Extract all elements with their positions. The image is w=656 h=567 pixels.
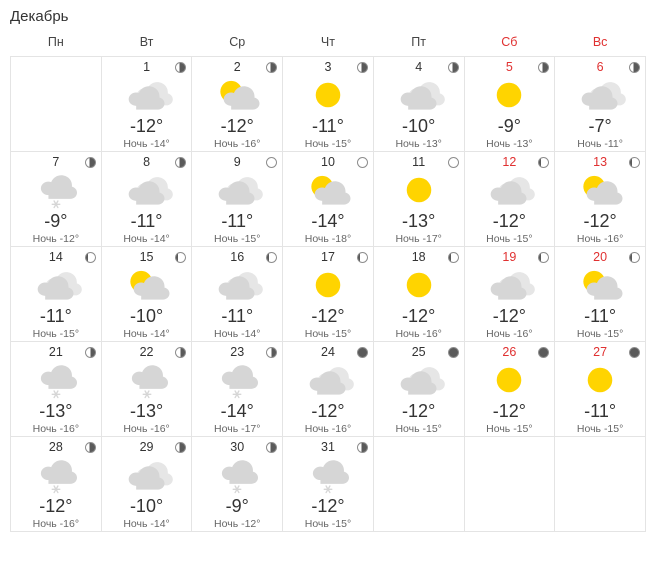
weather-icon-wrap — [469, 170, 551, 210]
day-temperature: -12° — [311, 306, 345, 326]
day-cell-inner — [465, 57, 555, 151]
sunny-icon — [486, 75, 532, 115]
weather-icon-wrap — [469, 360, 551, 400]
day-number: 17 — [321, 250, 335, 264]
night-temperature: Ночь -16° — [395, 328, 442, 340]
calendar-cell-empty — [373, 437, 464, 532]
full-moon-icon — [448, 157, 459, 168]
weekday-header-6: Вс — [592, 35, 608, 49]
weekday-header-0: Пн — [47, 35, 64, 49]
weather-icon-wrap — [378, 360, 460, 400]
night-temperature: Ночь -14° — [123, 233, 170, 245]
day-number: 10 — [321, 155, 335, 169]
cloudy-icon — [28, 265, 84, 305]
calendar-day-cell[interactable] — [373, 152, 464, 247]
cloudy-icon — [119, 75, 175, 115]
sunny-icon — [396, 170, 442, 210]
calendar-cell-empty — [464, 437, 555, 532]
weather-icon-wrap — [287, 170, 369, 210]
weather-icon-wrap — [106, 360, 188, 400]
weather-icon-wrap — [196, 455, 278, 495]
day-number: 3 — [324, 60, 332, 74]
day-number: 12 — [502, 155, 517, 169]
partly-sunny-icon — [300, 170, 356, 210]
night-temperature: Ночь -16° — [214, 138, 261, 150]
day-number: 1 — [143, 60, 151, 74]
day-number: 13 — [593, 155, 608, 169]
day-temperature: -12° — [311, 496, 345, 516]
calendar-day-cell[interactable] — [373, 342, 464, 437]
sunny-icon — [396, 265, 442, 305]
calendar-day-cell[interactable] — [101, 57, 192, 152]
new-moon-icon — [357, 347, 368, 358]
weather-icon-wrap — [559, 75, 641, 115]
waning-crescent-moon-icon — [85, 252, 96, 263]
calendar-day-cell[interactable] — [373, 247, 464, 342]
day-cell-inner — [283, 247, 373, 341]
day-temperature: -13° — [402, 211, 436, 231]
day-cell-inner — [192, 152, 282, 246]
night-temperature: Ночь -14° — [123, 518, 170, 530]
calendar-day-cell[interactable] — [101, 437, 192, 532]
cloudy-snow-icon — [209, 359, 265, 401]
calendar-cell-empty — [11, 57, 102, 152]
calendar-day-cell[interactable] — [101, 152, 192, 247]
weather-icon-wrap — [559, 360, 641, 400]
day-cell-inner — [555, 57, 645, 151]
day-cell-inner — [555, 247, 645, 341]
calendar-day-cell[interactable] — [283, 342, 374, 437]
sunny-icon — [305, 75, 351, 115]
weather-icon-wrap — [378, 265, 460, 305]
calendar-day-cell[interactable] — [192, 152, 283, 247]
day-temperature: -13° — [129, 401, 164, 421]
calendar-day-cell[interactable] — [283, 152, 374, 247]
cloudy-icon — [209, 170, 265, 210]
night-temperature: Ночь -17° — [214, 423, 261, 435]
night-temperature: Ночь -11° — [577, 138, 623, 150]
day-temperature: -7° — [588, 116, 612, 136]
sunny-icon — [486, 360, 532, 400]
calendar-week-row — [11, 437, 646, 532]
calendar-day-cell[interactable] — [11, 247, 102, 342]
cloudy-icon — [300, 360, 356, 400]
day-cell-inner — [555, 152, 645, 246]
night-temperature: Ночь -16° — [576, 233, 624, 245]
calendar-day-cell[interactable] — [555, 57, 646, 152]
night-temperature: Ночь -15° — [576, 423, 624, 435]
day-cell-inner — [283, 437, 373, 531]
day-cell-inner — [102, 152, 192, 246]
day-number: 19 — [502, 250, 517, 264]
waxing-gibbous-moon-icon — [629, 62, 640, 73]
day-cell-inner — [283, 57, 373, 151]
day-temperature: -10° — [129, 496, 164, 516]
weekday-header-row — [11, 31, 646, 57]
day-cell-inner — [11, 342, 101, 436]
partly-sunny-icon — [209, 75, 265, 115]
day-number: 27 — [593, 345, 608, 359]
waxing-gibbous-moon-icon — [85, 157, 96, 168]
day-number: 14 — [48, 250, 63, 264]
cloudy-snow-icon — [119, 359, 175, 401]
cloudy-icon — [481, 265, 537, 305]
waning-crescent-moon-icon — [357, 252, 368, 263]
calendar-day-cell[interactable] — [283, 247, 374, 342]
night-temperature: Ночь -15° — [395, 423, 442, 435]
calendar-body — [11, 57, 646, 532]
day-temperature: -12° — [492, 211, 526, 231]
night-temperature: Ночь -14° — [123, 328, 170, 340]
day-temperature: -11° — [221, 306, 254, 326]
calendar-week-row — [11, 152, 646, 247]
weekday-header-1: Вт — [139, 35, 154, 49]
calendar-week-row — [11, 57, 646, 152]
night-temperature: Ночь -18° — [304, 233, 352, 245]
night-temperature: Ночь -15° — [32, 328, 80, 340]
partly-sunny-icon — [572, 265, 628, 305]
night-temperature: Ночь -15° — [576, 328, 624, 340]
day-number: 21 — [48, 345, 63, 359]
weekday-header-3: Чт — [320, 35, 335, 49]
calendar-day-cell[interactable] — [192, 247, 283, 342]
calendar-day-cell[interactable] — [283, 437, 374, 532]
day-number: 28 — [48, 440, 63, 454]
day-number: 5 — [505, 60, 513, 74]
calendar-week-row — [11, 247, 646, 342]
day-temperature: -12° — [129, 116, 164, 136]
day-number: 20 — [593, 250, 608, 264]
night-temperature: Ночь -17° — [395, 233, 442, 245]
new-moon-icon — [448, 347, 459, 358]
calendar-day-cell[interactable] — [11, 152, 102, 247]
night-temperature: Ночь -14° — [214, 328, 261, 340]
day-cell-inner — [102, 342, 192, 436]
day-cell-inner — [283, 152, 373, 246]
cloudy-snow-icon — [28, 359, 84, 401]
cloudy-icon — [391, 360, 447, 400]
day-number: 2 — [233, 60, 241, 74]
cloudy-icon — [119, 170, 175, 210]
day-number: 29 — [139, 440, 154, 454]
day-temperature: -9° — [44, 211, 68, 231]
day-cell-inner — [465, 152, 555, 246]
weather-icon-wrap — [106, 265, 188, 305]
day-number: 22 — [139, 345, 154, 359]
night-temperature: Ночь -16° — [32, 423, 80, 435]
night-temperature: Ночь -16° — [32, 518, 80, 530]
weather-icon-wrap — [559, 170, 641, 210]
weather-icon-wrap — [196, 75, 278, 115]
day-number: 25 — [411, 345, 426, 359]
night-temperature: Ночь -15° — [486, 233, 533, 245]
weather-icon-wrap — [15, 360, 97, 400]
day-number: 24 — [321, 345, 335, 359]
day-cell-inner — [192, 247, 282, 341]
weekday-header-5: Сб — [501, 35, 518, 49]
day-number: 16 — [230, 250, 245, 264]
calendar-day-cell[interactable] — [555, 342, 646, 437]
day-temperature: -14° — [220, 401, 254, 421]
day-temperature: -12° — [402, 306, 436, 326]
calendar-day-cell[interactable] — [192, 437, 283, 532]
day-cell-inner — [11, 437, 101, 531]
full-moon-icon — [357, 157, 368, 168]
day-number: 8 — [143, 155, 151, 169]
day-number: 15 — [139, 250, 154, 264]
sunny-icon — [305, 265, 351, 305]
day-temperature: -12° — [402, 401, 436, 421]
day-temperature: -12° — [39, 496, 73, 516]
day-cell-inner — [102, 57, 192, 151]
calendar-day-cell[interactable] — [555, 247, 646, 342]
weekday-header-2: Ср — [229, 35, 246, 49]
calendar-day-cell[interactable] — [101, 247, 192, 342]
day-cell-inner — [192, 57, 282, 151]
day-number: 11 — [412, 155, 426, 169]
weather-icon-wrap — [287, 360, 369, 400]
day-temperature: -11° — [130, 211, 163, 231]
night-temperature: Ночь -15° — [304, 518, 352, 530]
day-number: 23 — [230, 345, 245, 359]
day-temperature: -14° — [311, 211, 345, 231]
day-number: 31 — [321, 440, 335, 454]
day-cell-inner — [283, 342, 373, 436]
night-temperature: Ночь -12° — [32, 233, 80, 245]
night-temperature: Ночь -13° — [486, 138, 533, 150]
day-temperature: -11° — [584, 306, 617, 326]
weather-icon-wrap — [196, 170, 278, 210]
cloudy-icon — [119, 455, 175, 495]
night-temperature: Ночь -14° — [123, 138, 170, 150]
day-temperature: -12° — [311, 401, 345, 421]
day-temperature: -11° — [312, 116, 344, 136]
calendar-cell-empty — [555, 437, 646, 532]
first-quarter-moon-icon — [85, 347, 96, 358]
night-temperature: Ночь -16° — [304, 423, 352, 435]
weather-icon-wrap — [378, 75, 460, 115]
calendar-day-cell[interactable] — [464, 247, 555, 342]
weather-icon-wrap — [287, 455, 369, 495]
day-temperature: -11° — [584, 401, 617, 421]
cloudy-snow-icon — [28, 454, 84, 496]
weather-icon-wrap — [378, 170, 460, 210]
day-cell-inner — [102, 437, 192, 531]
day-temperature: -9° — [225, 496, 249, 516]
day-cell-inner — [374, 342, 464, 436]
waxing-gibbous-moon-icon — [357, 442, 368, 453]
cloudy-snow-icon — [209, 454, 265, 496]
calendar-day-cell[interactable] — [464, 57, 555, 152]
weather-icon-wrap — [559, 265, 641, 305]
partly-sunny-icon — [572, 170, 628, 210]
night-temperature: Ночь -12° — [214, 518, 261, 530]
day-cell-inner — [465, 247, 555, 341]
sunny-icon — [577, 360, 623, 400]
cloudy-icon — [209, 265, 265, 305]
waxing-gibbous-moon-icon — [448, 62, 459, 73]
cloudy-icon — [391, 75, 447, 115]
weather-icon-wrap — [106, 170, 188, 210]
day-number: 26 — [502, 345, 517, 359]
day-temperature: -10° — [129, 306, 164, 326]
waxing-gibbous-moon-icon — [85, 442, 96, 453]
calendar-day-cell[interactable] — [11, 342, 102, 437]
night-temperature: Ночь -16° — [486, 328, 533, 340]
day-temperature: -12° — [492, 401, 526, 421]
day-cell-inner — [11, 247, 101, 341]
day-temperature: -12° — [583, 211, 617, 231]
day-temperature: -13° — [39, 401, 73, 421]
weather-icon-wrap — [469, 265, 551, 305]
calendar-day-cell[interactable] — [11, 437, 102, 532]
night-temperature: Ночь -13° — [395, 138, 442, 150]
calendar-day-cell[interactable] — [373, 57, 464, 152]
day-temperature: -10° — [402, 116, 436, 136]
weather-icon-wrap — [15, 170, 97, 210]
calendar-day-cell[interactable] — [464, 342, 555, 437]
calendar-day-cell[interactable] — [464, 152, 555, 247]
partly-sunny-icon — [119, 265, 175, 305]
night-temperature: Ночь -15° — [486, 423, 533, 435]
weather-icon-wrap — [196, 360, 278, 400]
page-title: Декабрь — [10, 8, 69, 25]
day-number: 4 — [415, 60, 423, 74]
day-cell-inner — [192, 437, 282, 531]
weather-icon-wrap — [106, 455, 188, 495]
day-temperature: -12° — [220, 116, 254, 136]
calendar-week-row — [11, 342, 646, 437]
calendar-day-cell[interactable] — [283, 57, 374, 152]
waning-crescent-moon-icon — [629, 252, 640, 263]
weather-icon-wrap — [287, 265, 369, 305]
weather-icon-wrap — [106, 75, 188, 115]
day-number: 18 — [411, 250, 426, 264]
night-temperature: Ночь -15° — [214, 233, 261, 245]
calendar-day-cell[interactable] — [192, 342, 283, 437]
calendar-day-cell[interactable] — [101, 342, 192, 437]
day-temperature: -11° — [221, 211, 254, 231]
day-cell-inner — [374, 57, 464, 151]
day-cell-inner — [555, 342, 645, 436]
day-temperature: -11° — [39, 306, 72, 326]
day-number: 7 — [52, 155, 60, 169]
calendar-day-cell[interactable] — [192, 57, 283, 152]
weather-icon-wrap — [15, 265, 97, 305]
waning-crescent-moon-icon — [448, 252, 459, 263]
weather-icon-wrap — [15, 455, 97, 495]
new-moon-icon — [629, 347, 640, 358]
weekday-header-4: Пт — [411, 35, 427, 49]
calendar-day-cell[interactable] — [555, 152, 646, 247]
weather-icon-wrap — [287, 75, 369, 115]
day-temperature: -9° — [497, 116, 521, 136]
night-temperature: Ночь -15° — [304, 138, 352, 150]
day-number: 6 — [596, 60, 604, 74]
waxing-gibbous-moon-icon — [357, 62, 368, 73]
day-number: 9 — [233, 155, 241, 169]
cloudy-snow-icon — [28, 169, 84, 211]
day-number: 30 — [230, 440, 245, 454]
cloudy-icon — [572, 75, 628, 115]
day-cell-inner — [11, 152, 101, 246]
cloudy-icon — [481, 170, 537, 210]
weather-icon-wrap — [469, 75, 551, 115]
weather-icon-wrap — [196, 265, 278, 305]
day-cell-inner — [465, 342, 555, 436]
night-temperature: Ночь -15° — [304, 328, 352, 340]
cloudy-snow-icon — [300, 454, 356, 496]
waning-crescent-moon-icon — [629, 157, 640, 168]
day-cell-inner — [192, 342, 282, 436]
calendar-table — [10, 31, 646, 532]
day-temperature: -12° — [492, 306, 526, 326]
day-cell-inner — [374, 152, 464, 246]
day-cell-inner — [102, 247, 192, 341]
night-temperature: Ночь -16° — [123, 423, 170, 435]
day-cell-inner — [374, 247, 464, 341]
